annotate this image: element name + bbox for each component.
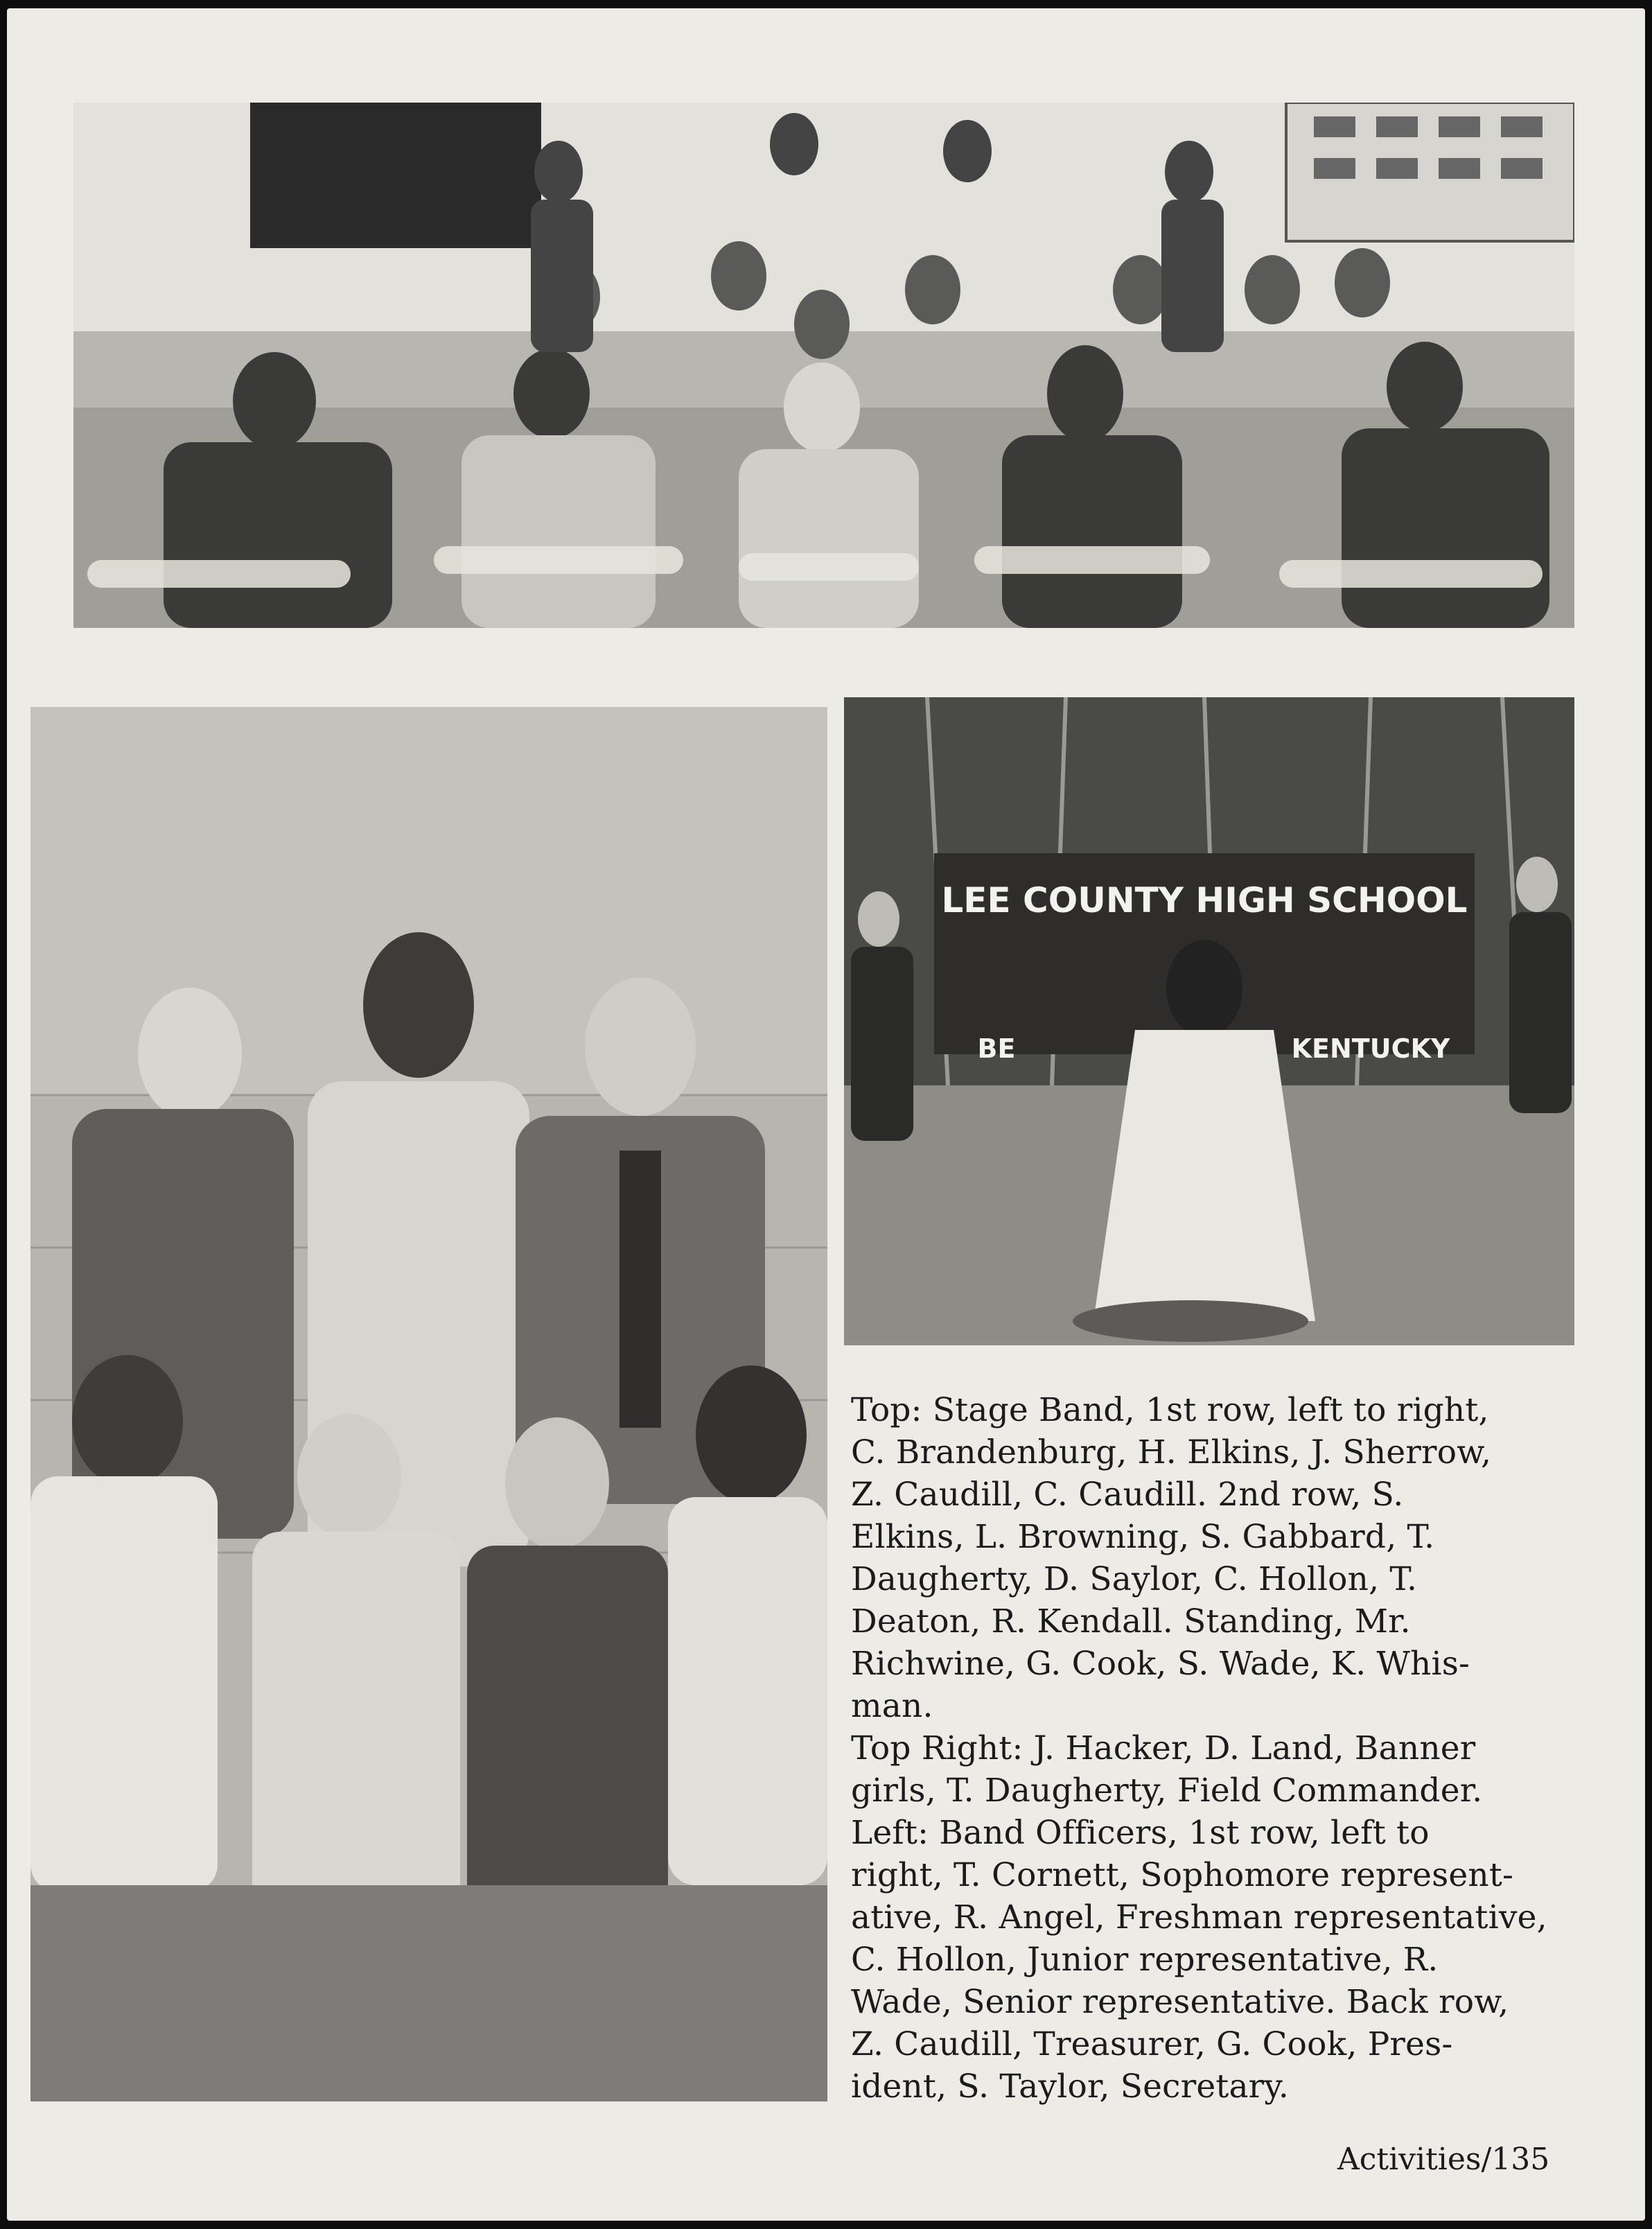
banner-girls-photo [844, 697, 1574, 1345]
yearbook-page [7, 8, 1645, 2221]
banner-right-text: KENTUCKY [1291, 1033, 1450, 1064]
stage-band-photo [73, 103, 1574, 628]
banner-title: LEE COUNTY HIGH SCHOOL [941, 880, 1468, 920]
page-folio: Activities/135 [1337, 2142, 1550, 2177]
band-officers-photo [30, 707, 827, 2101]
photo-caption: Top: Stage Band, 1st row, left to right, C. Brandenburg, H. Elkins, J. Sherrow, Z. Caudill, C. Caudill. 2nd row, S. Elkins, L. Browning, S. Gabbard, T. Daugherty, D. Saylor, C. Hollon, T. Deaton, R. Kendall. Standing, Mr. Richwine, G. Cook, S. Wade, K. Whis- man. Top Right: J. Hacker, D. Land, Banner girls, T. Daugherty, Field Commander. Left: Band Officers, 1st row, left to right, T. Cornett, Sophomore represent- ative, R. Angel, Freshman representative, C. Hollon, Junior representative, R. Wade, Senior representative. Back row, Z. Caudill, Treasurer, G. Cook, Pres- ident, S. Taylor, Secretary. [851, 1391, 1547, 2106]
banner-left-text: BE [977, 1033, 1016, 1064]
